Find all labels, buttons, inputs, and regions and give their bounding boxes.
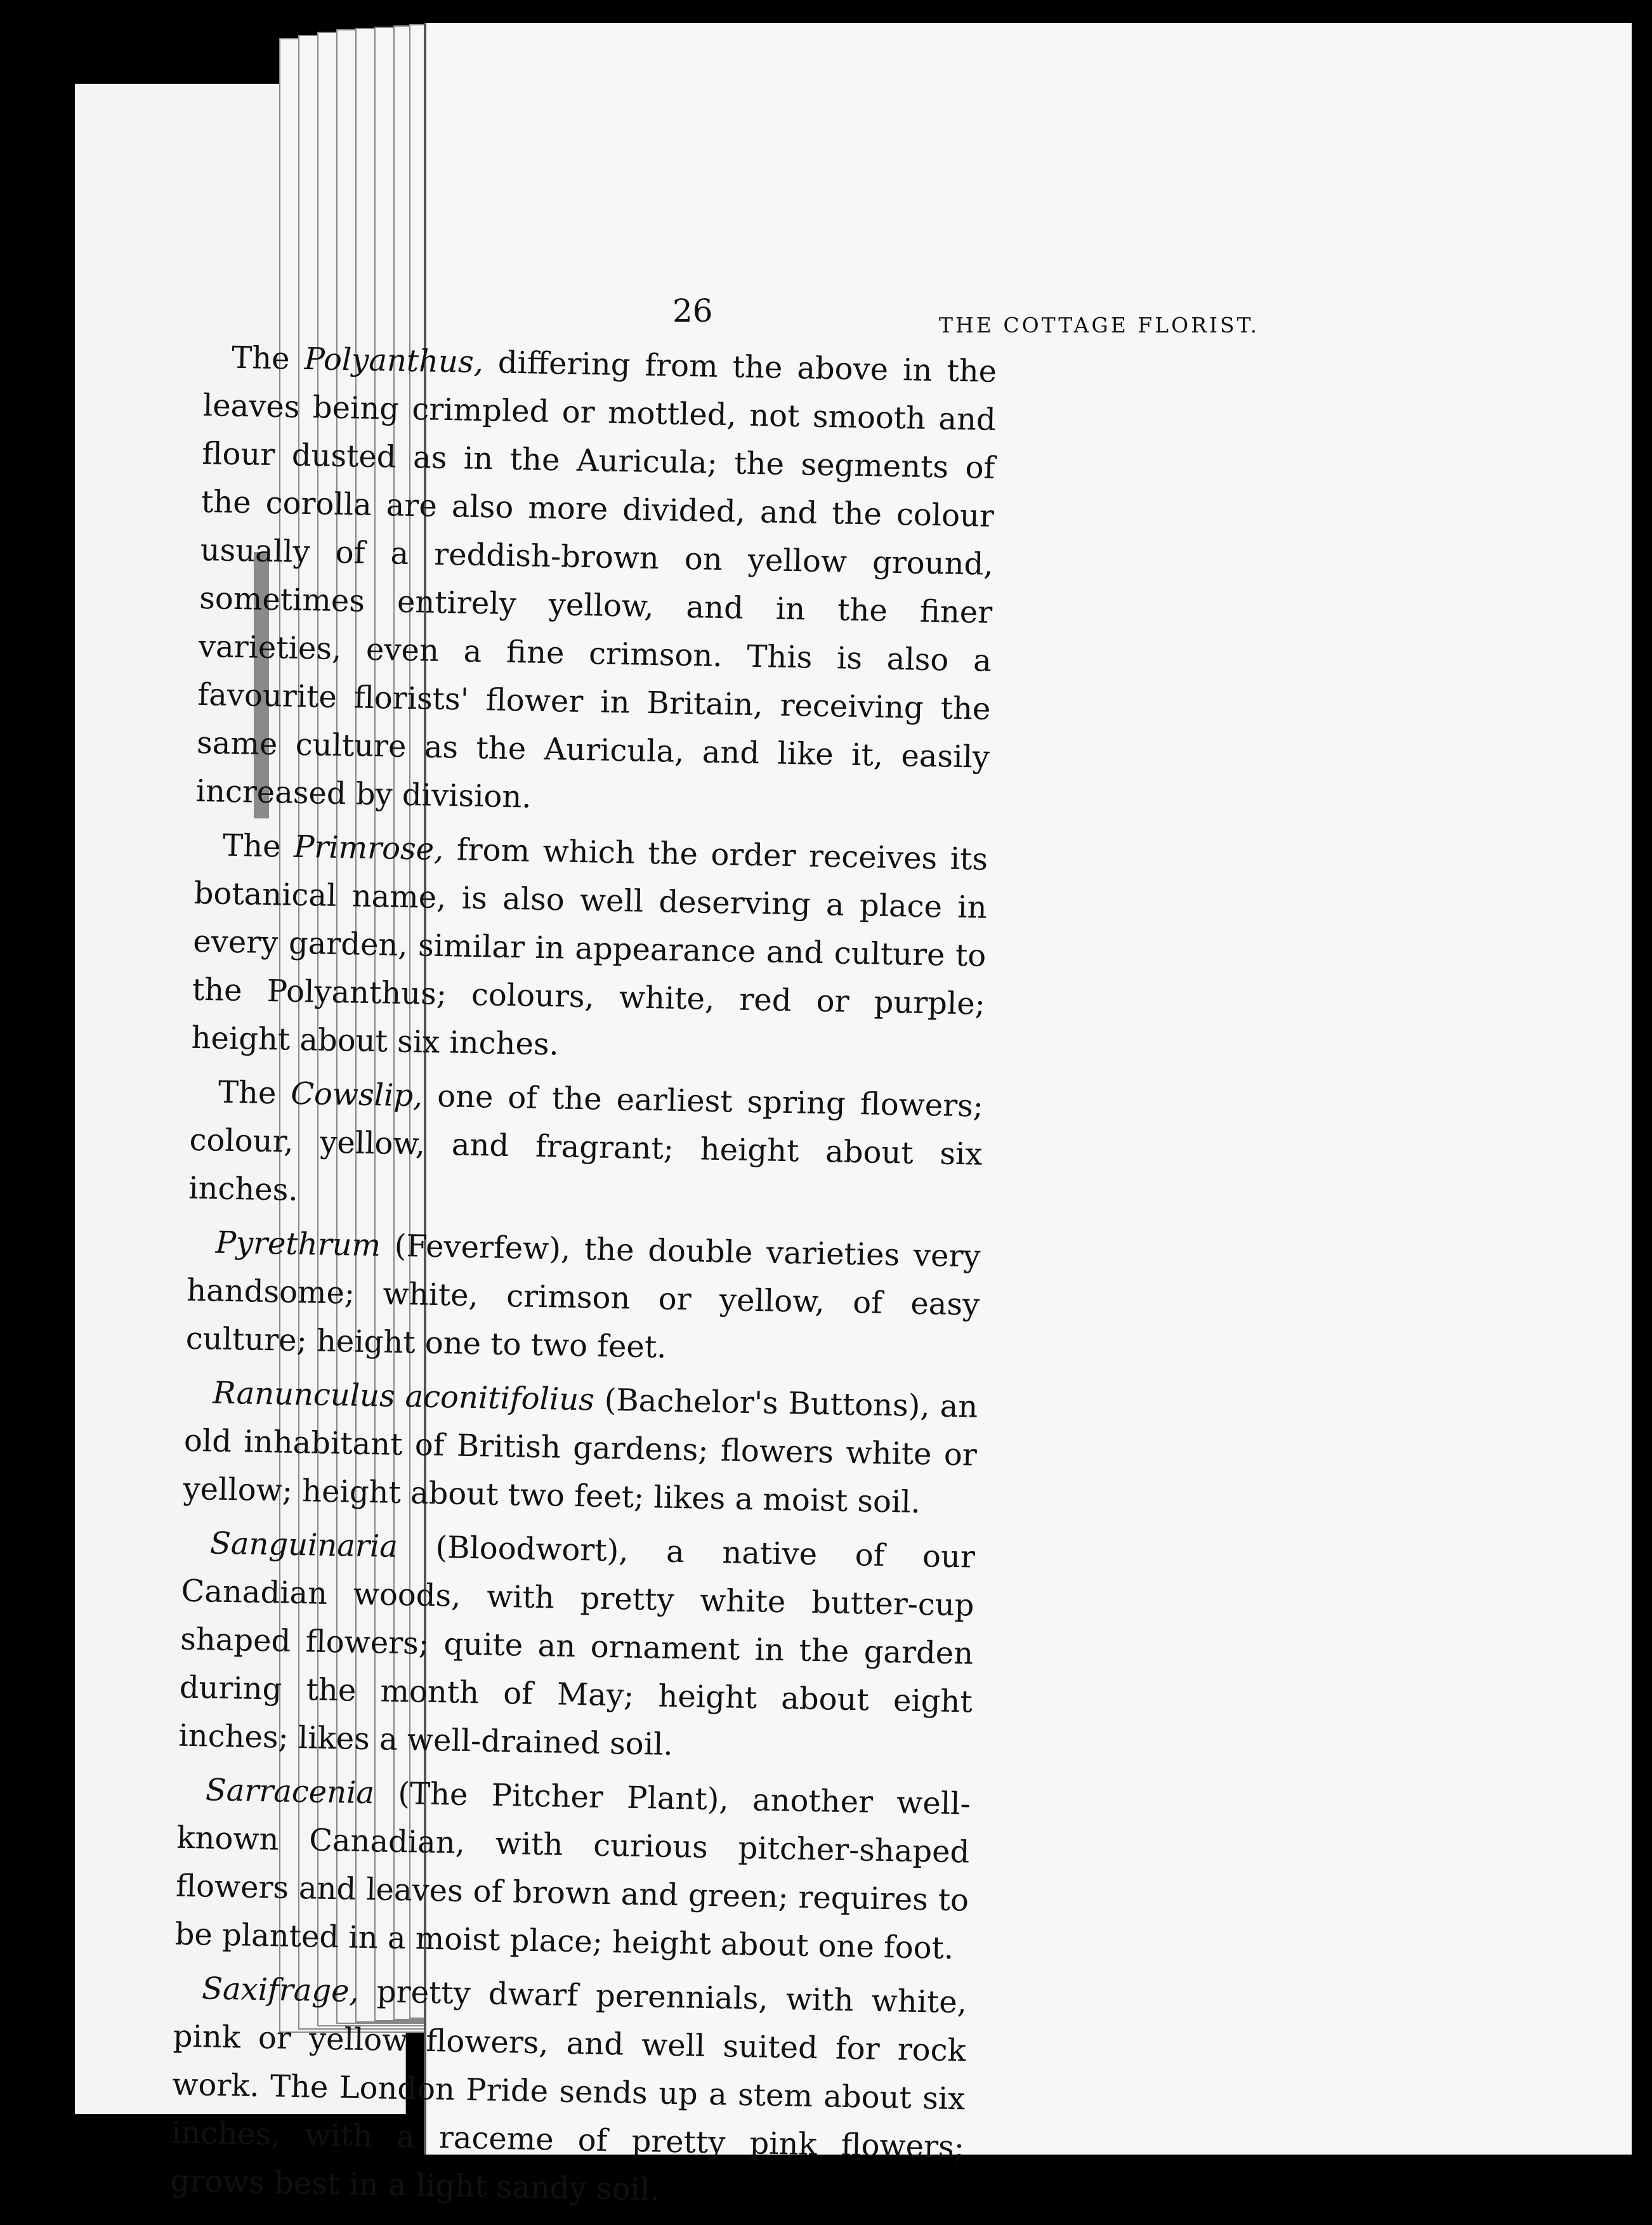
running-head: THE COTTAGE FLORIST. [939, 313, 1260, 338]
entry-text: (Bloodwort), a native of our Canadian woods, with pretty white butter-cup shaped flowers; quite an ornament in the garden during the month of May; height about eight inches; likes a well-drained soil. [178, 1528, 976, 1762]
entry-term: Sarracenia [205, 1772, 375, 1811]
entry-saxifrage [170, 1964, 967, 2220]
entry-lead: The [231, 339, 305, 377]
entry-term: Primrose, [293, 829, 444, 868]
body-text [170, 333, 997, 2225]
entry-cowslip [188, 1068, 984, 1227]
entry-term: Polyanthus, [304, 341, 484, 381]
entry-sarracenia [174, 1766, 971, 1973]
entry-primrose [191, 821, 988, 1077]
entry-text: (Bachelor's Buttons), an old inhabitant of British gardens; flowers white or yellow; height about two feet; likes a moist soil. [183, 1382, 978, 1520]
entry-lead: The [218, 1074, 291, 1112]
entry-text: (Feverfew), the double varieties very handsome; white, crimson or yellow, of easy culture; height one to two feet. [185, 1228, 981, 1365]
entry-term: Cowslip, [290, 1075, 423, 1114]
page-number: 26 [672, 292, 713, 329]
entry-text: from which the order receives its botanical name, is also well deserving a place in every garden, similar in appearance and culture to the Polyanthus; colours, white, red or purple; height about six inches. [191, 832, 988, 1063]
page-header [672, 273, 1472, 338]
entry-text: differing from the above in the leaves being crimpled or mottled, not smooth and flour dusted as in the Auricula; the segments of the corolla are also more divided, and the colour usually of a reddish-brown on yellow ground, sometimes entirely yellow, and in the finer varieties, even a fine crimson. This is also a favourite florists' flower in Britain, receiving the same culture as the Auricula, and like it, easily increased by division. [195, 345, 997, 815]
entry-term: Sanguinaria [209, 1525, 398, 1565]
entry-term: Ranunculus aconitifolius [212, 1375, 595, 1418]
entry-lead: The [222, 827, 294, 865]
entry-pyrethrum [185, 1218, 981, 1377]
entry-ranunculus [183, 1368, 978, 1528]
entry-text: (The Pitcher Plant), another well-known Canadian, with curious pitcher-shaped flowers and leaves of brown and green; requires to be planted in a moist place; height about one foot. [174, 1775, 971, 1967]
entry-term: Saxifrage, [201, 1971, 360, 2009]
entry-text: pretty dwarf perennials, with white, pink or yellow flowers, and well suited for rock work. The London Pride sends up a stem about six inches, with a raceme of pretty pink flowers; grows best in a light sandy soil. [170, 1973, 967, 2208]
entry-polyanthus [195, 333, 997, 830]
entry-sanguinaria [178, 1519, 976, 1775]
entry-text: one of the earliest spring flowers; colour, yellow, and fragrant; height about six inches. [188, 1078, 984, 1208]
entry-term: Pyrethrum [215, 1224, 381, 1264]
